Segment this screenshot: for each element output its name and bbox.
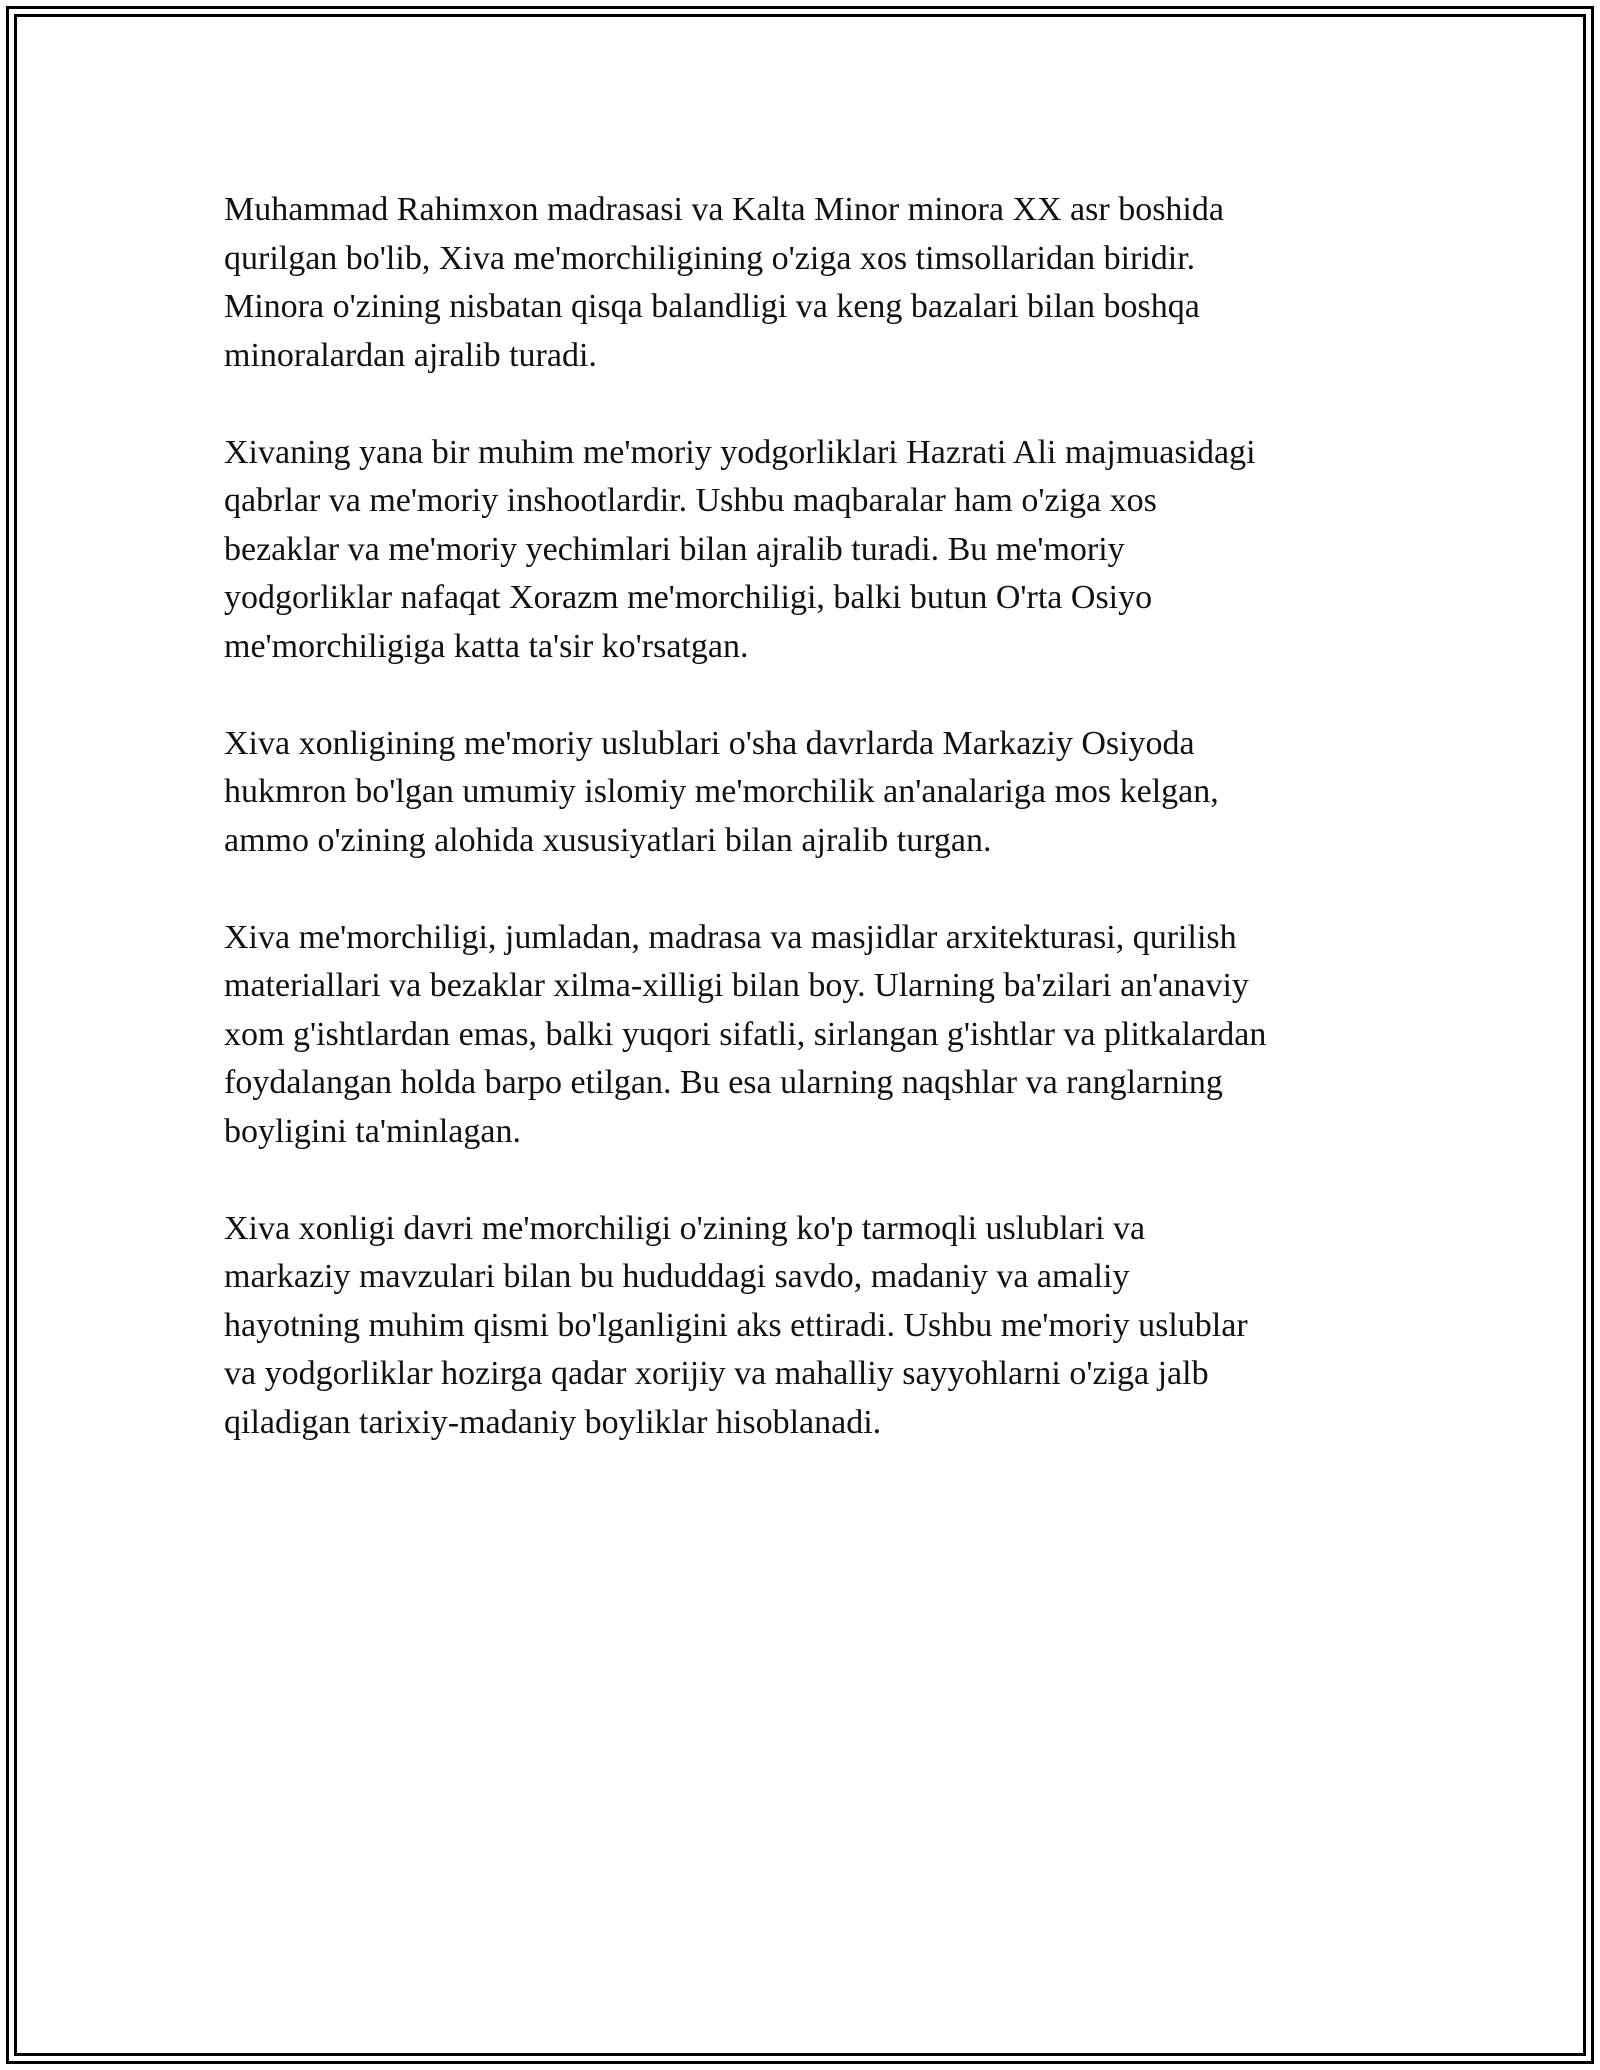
- paragraph-4: Xiva me'morchiligi, jumladan, madrasa va masjidlar arxitekturasi, qurilish materiallari va bezaklar xilma-xilligi bilan boy. Ularning ba'zilari an'anaviy xom g'ishtlardan emas, balki yuqori sifatli, sirlangan g'ishtlar va plitkalardan foydalangan holda barpo etilgan. Bu esa ularning naqshlar va ranglarning boyligini ta'minlagan.: [224, 918, 1267, 1150]
- paragraph-3: Xiva xonligining me'moriy uslublari o'sha davrlarda Markaziy Osiyoda hukmron bo'lgan umumiy islomiy me'morchilik an'analariga mos kelgan, ammo o'zining alohida xususiyatlari bilan ajralib turgan.: [224, 724, 1219, 859]
- paragraph-2: Xivaning yana bir muhim me'moriy yodgorliklari Hazrati Ali majmuasidagi qabrlar va me'moriy inshootlardir. Ushbu maqbaralar ham o'ziga xos bezaklar va me'moriy yechimlari bilan ajralib turadi. Bu me'moriy yodgorliklar nafaqat Xorazm me'morchiligi, balki butun O'rta Osiyo me'morchiligiga katta ta'sir ko'rsatgan.: [224, 433, 1256, 665]
- paragraph-5: Xiva xonligi davri me'morchiligi o'zining ko'p tarmoqli uslublari va markaziy mavzulari bilan bu hududdagi savdo, madaniy va amaliy hayotning muhim qismi bo'lganligini aks ettiradi. Ushbu me'moriy uslublar va yodgorliklar hozirga qadar xorijiy va mahalliy sayyohlarni o'ziga jalb qiladigan tarixiy-madaniy boyliklar hisoblanadi.: [224, 1209, 1248, 1441]
- paragraph-1: Muhammad Rahimxon madrasasi va Kalta Minor minora XX asr boshida qurilgan bo'lib, Xiva me'morchiligining o'ziga xos timsollaridan biridir. Minora o'zining nisbatan qisqa balandligi va keng bazalari bilan boshqa minoralardan ajralib turadi.: [224, 191, 1224, 374]
- document-body: [224, 186, 1364, 1496]
